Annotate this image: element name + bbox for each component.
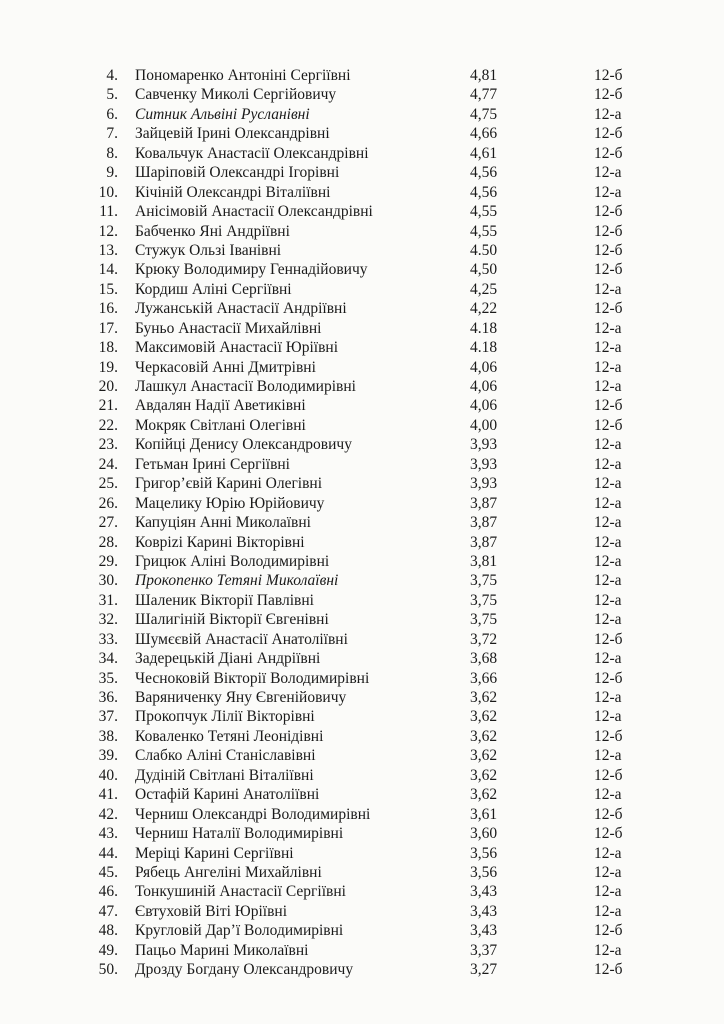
- student-name: Гетьман Ірині Сергіївні: [135, 455, 290, 473]
- student-name: Прокопчук Лілії Вікторівні: [135, 708, 315, 726]
- student-name: Шаріповій Олександрі Ігорівні: [135, 164, 340, 182]
- item-number: 9.: [106, 164, 118, 182]
- student-name: Шаленик Вікторії Павлівні: [135, 591, 314, 609]
- list-item: [0, 474, 724, 493]
- student-class: 12-а: [594, 533, 622, 551]
- item-number: 34.: [98, 650, 118, 668]
- student-score: 3,56: [470, 863, 498, 881]
- list-item: [0, 377, 724, 396]
- list-item: [0, 144, 724, 163]
- list-item: [0, 571, 724, 590]
- item-number: 25.: [98, 475, 118, 493]
- student-class: 12-а: [594, 436, 622, 454]
- item-number: 33.: [98, 630, 118, 648]
- list-item: [0, 921, 724, 940]
- student-name: Євтуховій Віті Юріївні: [135, 902, 288, 920]
- list-item: [0, 707, 724, 726]
- student-score: 3,62: [470, 766, 498, 784]
- list-item: [0, 688, 724, 707]
- student-class: 12-б: [594, 222, 623, 240]
- student-score: 3,87: [470, 494, 498, 512]
- student-score: 4,56: [470, 164, 498, 182]
- item-number: 6.: [106, 105, 118, 123]
- list-item: [0, 824, 724, 843]
- item-number: 45.: [98, 863, 118, 881]
- list-item: [0, 610, 724, 629]
- student-class: 12-а: [594, 902, 622, 920]
- student-score: 4,81: [470, 67, 498, 84]
- student-class: 12-б: [594, 669, 623, 687]
- student-score: 3,93: [470, 436, 498, 454]
- item-number: 10.: [98, 183, 118, 201]
- student-class: 12-а: [594, 572, 622, 590]
- student-class: 12-б: [594, 67, 623, 84]
- student-score: 4,06: [470, 397, 498, 415]
- student-class: 12-б: [594, 397, 623, 415]
- student-score: 4,25: [470, 280, 498, 298]
- item-number: 32.: [98, 611, 118, 629]
- student-score: 4,50: [470, 261, 498, 279]
- student-class: 12-б: [594, 300, 623, 318]
- student-name: Тонкушиній Анастасії Сергіївні: [135, 883, 346, 901]
- item-number: 21.: [98, 397, 118, 415]
- student-class: 12-а: [594, 552, 622, 570]
- item-number: 13.: [98, 241, 118, 259]
- student-class: 12-а: [594, 494, 622, 512]
- list-item: [0, 124, 724, 143]
- student-score: 4,75: [470, 105, 498, 123]
- item-number: 28.: [98, 533, 118, 551]
- list-item: [0, 941, 724, 960]
- student-class: 12-а: [594, 689, 622, 706]
- student-class: 12-а: [594, 514, 622, 532]
- item-number: 48.: [98, 922, 118, 940]
- student-name: Грицюк Аліні Володимирівні: [135, 552, 330, 570]
- list-item: [0, 299, 724, 318]
- student-class: 12-а: [594, 164, 622, 182]
- student-name: Коваленко Тетяні Леонідівні: [135, 727, 324, 745]
- student-score: 4.50: [470, 241, 498, 259]
- student-name: Крюку Володимиру Геннадійовичу: [135, 261, 368, 279]
- student-class: 12-б: [594, 203, 623, 221]
- item-number: 7.: [106, 125, 118, 143]
- student-name: Кордиш Аліні Сергіївні: [135, 280, 292, 298]
- student-name: Пономаренко Антоніні Сергіївні: [135, 67, 351, 84]
- student-score: 3,43: [470, 922, 498, 940]
- student-name: Бабченко Яні Андріївні: [135, 222, 290, 240]
- student-name: Кічіній Олександрі Віталіївні: [135, 183, 331, 201]
- student-score: 3,62: [470, 747, 498, 765]
- student-name: Прокопенко Тетяні Миколаївні: [135, 572, 339, 590]
- list-item: [0, 319, 724, 338]
- student-class: 12-а: [594, 105, 622, 123]
- student-class: 12-б: [594, 86, 623, 104]
- item-number: 39.: [98, 747, 118, 765]
- item-number: 41.: [98, 786, 118, 804]
- student-score: 3,75: [470, 572, 498, 590]
- item-number: 24.: [98, 455, 118, 473]
- item-number: 37.: [98, 708, 118, 726]
- student-name: Чесноковій Вікторії Володимирівні: [135, 669, 370, 687]
- student-name: Стужук Ользі Іванівні: [135, 241, 282, 259]
- item-number: 30.: [98, 572, 118, 590]
- student-score: 3,68: [470, 650, 498, 668]
- student-score: 3,37: [470, 941, 498, 959]
- student-name: Шумєєвій Анастасії Анатоліївні: [135, 630, 348, 648]
- student-name: Буньо Анастасії Михайлівні: [135, 319, 322, 337]
- student-class: 12-б: [594, 922, 623, 940]
- student-class: 12-б: [594, 261, 623, 279]
- item-number: 26.: [98, 494, 118, 512]
- item-number: 40.: [98, 766, 118, 784]
- list-item: [0, 241, 724, 260]
- list-item: [0, 630, 724, 649]
- student-name: Коврizі Карині Вікторівні: [135, 533, 305, 551]
- student-score: 4,61: [470, 144, 498, 162]
- student-name: Варяниченку Яну Євгенійовичу: [135, 689, 347, 706]
- student-class: 12-а: [594, 708, 622, 726]
- student-score: 4,56: [470, 183, 498, 201]
- list-item: [0, 766, 724, 785]
- student-name: Лужанській Анастасії Андріївні: [135, 300, 347, 318]
- item-number: 15.: [98, 280, 118, 298]
- student-score: 4,06: [470, 378, 498, 395]
- list-item: [0, 222, 724, 241]
- student-score: 4,77: [470, 86, 498, 104]
- student-score: 4,66: [470, 125, 498, 143]
- student-score: 3,81: [470, 552, 498, 570]
- item-number: 12.: [98, 222, 118, 240]
- item-number: 44.: [98, 844, 118, 862]
- student-score: 4,22: [470, 300, 498, 318]
- student-score: 3,93: [470, 455, 498, 473]
- list-item: [0, 435, 724, 454]
- student-name: Савченку Миколі Сергійовичу: [135, 86, 337, 104]
- student-score: 3,43: [470, 883, 498, 901]
- item-number: 27.: [98, 514, 118, 532]
- list-item: [0, 260, 724, 279]
- student-score: 4,55: [470, 222, 498, 240]
- list-item: [0, 66, 724, 85]
- student-name: Зайцевій Ірині Олександрівні: [135, 125, 330, 143]
- student-class: 12-а: [594, 591, 622, 609]
- student-name: Ситник Альвіні Русланівні: [135, 105, 310, 123]
- student-score: 3,87: [470, 514, 498, 532]
- student-score: 3,62: [470, 727, 498, 745]
- list-item: [0, 533, 724, 552]
- item-number: 19.: [98, 358, 118, 376]
- student-score: 4,55: [470, 203, 498, 221]
- item-number: 42.: [98, 805, 118, 823]
- student-name: Меріці Карині Сергіївні: [135, 844, 294, 862]
- student-score: 3,62: [470, 708, 498, 726]
- list-item: [0, 202, 724, 221]
- list-item: [0, 105, 724, 124]
- list-item: [0, 513, 724, 532]
- student-score: 3,87: [470, 533, 498, 551]
- list-item: [0, 727, 724, 746]
- student-score: 3,62: [470, 786, 498, 804]
- student-class: 12-б: [594, 125, 623, 143]
- item-number: 46.: [98, 883, 118, 901]
- student-name: Мацелику Юрію Юрійовичу: [135, 494, 325, 512]
- student-class: 12-а: [594, 339, 622, 357]
- student-name: Кругловій Дар’ї Володимирівні: [135, 922, 344, 940]
- student-class: 12-а: [594, 319, 622, 337]
- student-name: Черниш Олександрі Володимирівні: [135, 805, 371, 823]
- item-number: 18.: [98, 339, 118, 357]
- student-name: Остафій Карині Анатоліївні: [135, 786, 320, 804]
- student-name: Дудіній Світлані Віталіївні: [135, 766, 314, 784]
- student-name: Максимовій Анастасії Юріївні: [135, 339, 339, 357]
- student-class: 12-б: [594, 416, 623, 434]
- student-class: 12-б: [594, 144, 623, 162]
- student-name: Копійці Денису Олександровичу: [135, 436, 352, 454]
- item-number: 36.: [98, 689, 118, 706]
- list-item: [0, 591, 724, 610]
- student-score: 3,93: [470, 475, 498, 493]
- item-number: 49.: [98, 941, 118, 959]
- student-name: Задерецькій Діані Андріївні: [135, 650, 321, 668]
- student-name: Шалигіній Вікторії Євгенівні: [135, 611, 329, 629]
- student-name: Мокряк Світлані Олегівні: [135, 416, 306, 434]
- student-name: Авдалян Надії Аветиківні: [135, 397, 306, 415]
- list-item: [0, 280, 724, 299]
- student-score: 3,75: [470, 591, 498, 609]
- item-number: 31.: [98, 591, 118, 609]
- item-number: 22.: [98, 416, 118, 434]
- student-score: 3,60: [470, 825, 498, 843]
- student-score: 4.18: [470, 339, 498, 357]
- student-class: 12-б: [594, 961, 623, 979]
- student-score: 3,56: [470, 844, 498, 862]
- student-class: 12-а: [594, 786, 622, 804]
- list-item: [0, 396, 724, 415]
- student-class: 12-а: [594, 183, 622, 201]
- student-score: 4,00: [470, 416, 498, 434]
- student-name: Слабко Аліні Станіславівні: [135, 747, 316, 765]
- student-class: 12-а: [594, 280, 622, 298]
- student-class: 12-б: [594, 805, 623, 823]
- item-number: 4.: [106, 67, 118, 84]
- list-item: [0, 785, 724, 804]
- list-item: [0, 85, 724, 104]
- item-number: 17.: [98, 319, 118, 337]
- student-score: 3,61: [470, 805, 498, 823]
- student-class: 12-а: [594, 941, 622, 959]
- student-class: 12-б: [594, 766, 623, 784]
- item-number: 38.: [98, 727, 118, 745]
- item-number: 5.: [106, 86, 118, 104]
- list-item: [0, 552, 724, 571]
- item-number: 16.: [98, 300, 118, 318]
- item-number: 43.: [98, 825, 118, 843]
- list-item: [0, 863, 724, 882]
- item-number: 35.: [98, 669, 118, 687]
- student-score: 3,43: [470, 902, 498, 920]
- list-item: [0, 882, 724, 901]
- student-score: 3,27: [470, 961, 498, 979]
- list-item: [0, 494, 724, 513]
- list-item: [0, 455, 724, 474]
- item-number: 14.: [98, 261, 118, 279]
- item-number: 11.: [99, 203, 118, 221]
- student-name: Дрозду Богдану Олександровичу: [135, 961, 354, 979]
- student-list: [0, 66, 724, 980]
- student-class: 12-а: [594, 883, 622, 901]
- student-class: 12-а: [594, 378, 622, 395]
- student-score: 4,06: [470, 358, 498, 376]
- student-class: 12-б: [594, 630, 623, 648]
- student-score: 3,72: [470, 630, 498, 648]
- student-class: 12-а: [594, 475, 622, 493]
- item-number: 20.: [98, 378, 118, 395]
- student-class: 12-а: [594, 455, 622, 473]
- student-name: Капуціян Анні Миколаївні: [135, 514, 311, 532]
- list-item: [0, 805, 724, 824]
- list-item: [0, 338, 724, 357]
- student-name: Черкасовій Анні Дмитрівні: [135, 358, 316, 376]
- student-score: 3,66: [470, 669, 498, 687]
- student-name: Ковальчук Анастасії Олександрівні: [135, 144, 369, 162]
- student-class: 12-а: [594, 863, 622, 881]
- list-item: [0, 960, 724, 979]
- item-number: 50.: [98, 961, 118, 979]
- student-name: Григор’євій Карині Олегівні: [135, 475, 323, 493]
- list-item: [0, 844, 724, 863]
- student-name: Лашкул Анастасії Володимирівні: [135, 378, 356, 395]
- student-class: 12-а: [594, 358, 622, 376]
- list-item: [0, 358, 724, 377]
- list-item: [0, 902, 724, 921]
- student-score: 3,62: [470, 689, 498, 706]
- student-class: 12-а: [594, 747, 622, 765]
- student-score: 3,75: [470, 611, 498, 629]
- list-item: [0, 183, 724, 202]
- student-class: 12-б: [594, 825, 623, 843]
- list-item: [0, 669, 724, 688]
- list-item: [0, 163, 724, 182]
- item-number: 47.: [98, 902, 118, 920]
- student-name: Пацьо Марині Миколаївні: [135, 941, 309, 959]
- student-name: Анісімовій Анастасії Олександрівні: [135, 203, 373, 221]
- item-number: 23.: [98, 436, 118, 454]
- student-class: 12-б: [594, 241, 623, 259]
- list-item: [0, 416, 724, 435]
- item-number: 8.: [106, 144, 118, 162]
- list-item: [0, 746, 724, 765]
- student-name: Рябець Ангеліні Михайлівні: [135, 863, 322, 881]
- student-class: 12-а: [594, 611, 622, 629]
- student-score: 4.18: [470, 319, 498, 337]
- list-item: [0, 649, 724, 668]
- item-number: 29.: [98, 552, 118, 570]
- student-class: 12-б: [594, 727, 623, 745]
- student-class: 12-а: [594, 650, 622, 668]
- student-class: 12-а: [594, 844, 622, 862]
- student-name: Черниш Наталії Володимирівні: [135, 825, 344, 843]
